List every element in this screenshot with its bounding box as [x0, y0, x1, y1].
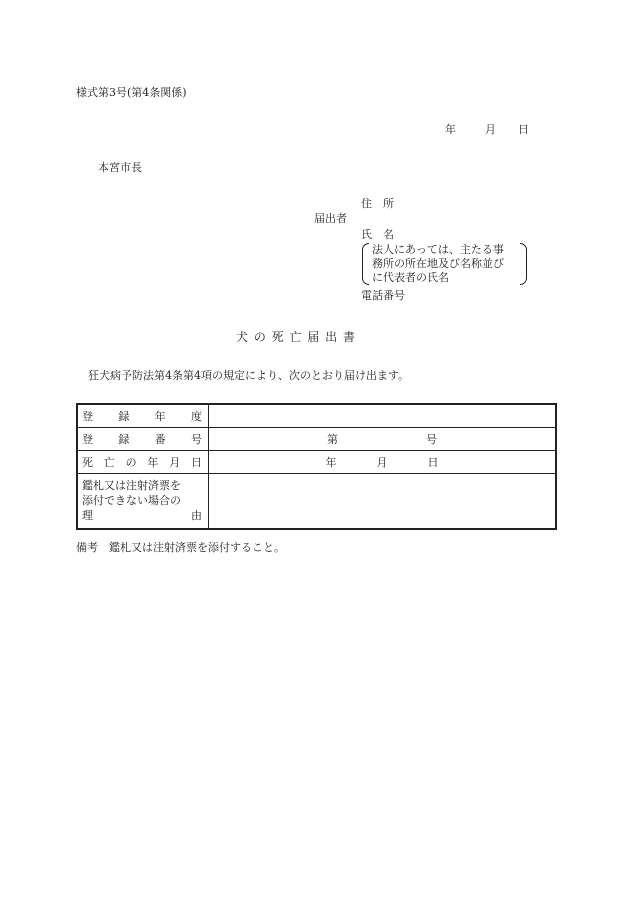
- registration-number-label: [77, 427, 209, 450]
- reason-label: [77, 473, 209, 529]
- label-char: の: [125, 455, 137, 469]
- left-bracket: [362, 243, 369, 285]
- label-char: 亡: [103, 455, 115, 469]
- table-row: [77, 404, 556, 427]
- remarks: 備考 鑑札又は注射済票を添付すること。: [76, 541, 285, 554]
- label-char: 理: [82, 509, 93, 523]
- registration-year-label: [77, 404, 209, 427]
- table-row: [77, 427, 556, 450]
- form-number: 様式第3号(第4条関係): [76, 86, 187, 99]
- addressee: 本宮市長: [98, 161, 142, 174]
- corporation-note-text: [372, 243, 504, 285]
- reason-label-line: 添付できない場合の: [82, 494, 181, 508]
- right-bracket: [520, 243, 527, 285]
- address-label: 住 所: [361, 197, 394, 210]
- statement-text: 狂犬病予防法第4条第4項の規定により、次のとおり届け出ます。: [88, 369, 410, 382]
- label-char: 死: [82, 455, 93, 469]
- registration-number-field[interactable]: [209, 427, 557, 450]
- death-day-label: 日: [427, 455, 439, 469]
- death-month-label: 月: [376, 455, 388, 469]
- label-char: 録: [118, 409, 130, 423]
- label-char: 登: [82, 409, 93, 423]
- date-year-label: 年: [445, 123, 456, 136]
- reason-field[interactable]: [209, 473, 557, 529]
- death-date-label: [77, 450, 209, 473]
- label-char: 録: [118, 432, 130, 446]
- reason-label-line: 鑑札又は注射済票を: [82, 479, 181, 493]
- notifier-label: 届出者: [314, 212, 347, 225]
- label-char: 由: [191, 509, 202, 523]
- registration-table: [76, 403, 557, 530]
- label-char: 度: [190, 409, 202, 423]
- label-char: 年: [154, 409, 166, 423]
- death-year-label: 年: [325, 455, 337, 469]
- registration-year-field[interactable]: [209, 404, 557, 427]
- label-char: 年: [147, 455, 159, 469]
- table-row: [77, 473, 556, 529]
- date-month-label: 月: [485, 123, 496, 136]
- label-char: 号: [190, 432, 202, 446]
- table-row: [77, 450, 556, 473]
- number-suffix: 号: [426, 432, 437, 446]
- label-char: 登: [82, 432, 93, 446]
- date-line: [445, 124, 529, 135]
- corporation-note: [362, 243, 527, 285]
- corporation-note-line: に代表者の氏名: [372, 271, 449, 284]
- phone-label: 電話番号: [361, 289, 405, 302]
- death-date-field[interactable]: [209, 450, 557, 473]
- label-char: 日: [190, 455, 202, 469]
- number-prefix: 第: [327, 432, 338, 446]
- date-day-label: 日: [518, 123, 529, 136]
- document-title: 犬 の 死 亡 届 出 書: [236, 330, 356, 344]
- corporation-note-line: 務所の所在地及び名称並び: [372, 257, 504, 270]
- name-label: 氏 名: [361, 228, 394, 241]
- label-char: 番: [154, 432, 166, 446]
- corporation-note-line: 法人にあっては、主たる事: [372, 243, 504, 256]
- label-char: 月: [169, 455, 181, 469]
